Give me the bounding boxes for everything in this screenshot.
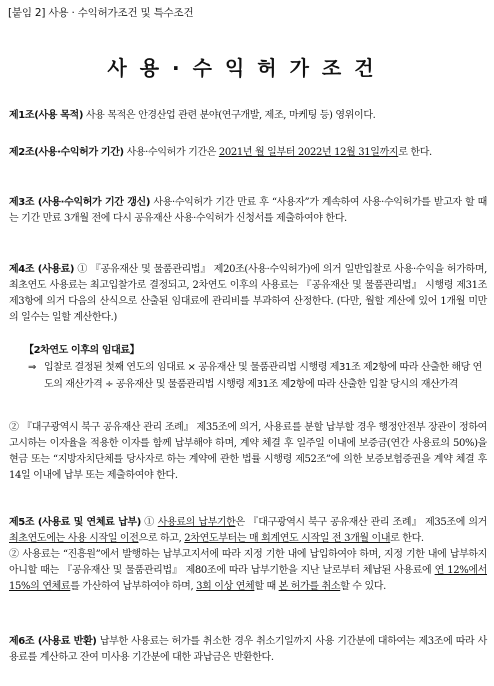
article-5-p2-text-c: 할 때: [254, 581, 279, 592]
article-6-heading: 제6조 (사용료 반환): [9, 636, 97, 647]
rent-formula-text: 입찰로 결정된 첫째 연도의 임대료 × 공유재산 및 물품관리법 시행령 제31조 제2항에 따라 산출한 해당 연도의 재산가격 ÷ 공유재산 및 물품관리법 시행령 제31조 제2항에 따라 산출한 입찰 당시의 재산가격: [44, 362, 482, 390]
article-5-p2-text-d: 할 수 있다.: [340, 581, 386, 592]
article-4-paragraph-2-text: ② 『대구광역시 북구 공유재산 관리 조례』 제35조에 의거, 사용료를 분할 납부할 경우 행정안전부 장관이 정하여 고시하는 이자율을 적용한 이자를 함께 납부해야 하며, 계약 체결 후 일주일 이내에 보증금(연간 사용료의 50%)을 현금 또는 “지방자치단체를 당사자로 하는 계약에 관한 법률 시행령 제52조”에 의한 보증보험증권을 계약 체결 후 14일 이내에 납부 또는 제출하여야 한다.: [9, 422, 487, 481]
article-5-text-c: 으로 하고,: [138, 533, 185, 544]
article-5-p2-text-a: ② 사용료는 “진흥원”에서 발행하는 납부고지서에 따라 지정 기한 내에 납입하여야 하며, 지정 기한 내에 납부하지 아니할 때는 『공유재산 및 물품관리법』 제80조에 따라 납부기한을 지난 날로부터 체납된 사용료에: [9, 549, 487, 576]
article-5-text-a: ①: [140, 517, 158, 528]
attachment-label: [붙임 2] 사용 · 수익허가조건 및 특수조건: [8, 7, 194, 19]
article-6-text: 납부한 사용료는 허가를 취소한 경우 취소기일까지 사용 기간분에 대하여는 제3조에 따라 사용료를 계산하고 잔여 미사용 기간분에 대한 과납금은 반환한다.: [9, 636, 487, 663]
article-5-three-times: 3회 이상 연체: [196, 581, 255, 592]
article-2: [9, 145, 487, 161]
article-2-text: 사용·수익허가 기간은: [123, 147, 219, 158]
article-5-late-fee: 연 12%에서 15%의 연체료: [9, 565, 487, 592]
article-5: [9, 515, 487, 595]
article-3: [9, 195, 487, 227]
article-5-second-year: 2차연도부터는 매 회계연도 시작일 전 3개월 이내: [184, 533, 391, 544]
article-5-text-b: 은 『대구광역시 북구 공유재산 관리 조례』 제35조에 의거: [235, 517, 487, 528]
article-5-heading: 제5조 (사용료 및 연체료 납부): [9, 517, 141, 528]
article-4: [9, 262, 487, 326]
article-2-heading: 제2조(사용·수익허가 기간): [9, 147, 124, 158]
article-1-text: 사용 목적은 안경산업 관련 분야(연구개발, 제조, 마케팅 등) 영위이다.: [83, 110, 376, 121]
article-5-deadline: 사용료의 납부기한: [157, 517, 236, 528]
article-5-text-d: 로 한다.: [390, 533, 424, 544]
article-3-heading: 제3조 (사용·수익허가 기간 갱신): [9, 197, 151, 208]
article-4-paragraph-2: [9, 420, 487, 484]
article-4-text: ① 『공유재산 및 물품관리법』 제20조(사용·수익허가)에 의거 일반입찰로 사용·수익을 허가하며, 최초연도 사용료는 최고입찰가로 결정되고, 2차연도 이후의 사용료는 『공유재산 및 물품관리법』 시행령 제31조 제3항에 의거 다음의 산식으로 산출된 임대료에 관리비를 부과하여 산정한다. (다만, 월할 계산에 있어 1개월 미만의 일수는 일할 계산한다.): [9, 264, 488, 323]
rent-formula-box: [24, 342, 486, 393]
rent-formula-line: [24, 359, 486, 393]
article-1: [9, 108, 487, 124]
article-2-text-end: 로 한다.: [398, 147, 432, 158]
article-2-period: 2021년 월 일부터 2022년 12월 31일까지: [218, 147, 399, 158]
article-1-heading: 제1조(사용 목적): [9, 110, 84, 121]
article-6: [9, 634, 487, 666]
article-4-heading: 제4조 (사용료): [9, 264, 75, 275]
article-5-first-year: 최초연도에는 사용 시작일 이전: [9, 533, 139, 544]
rent-formula-title: 【2차연도 이후의 임대료】: [24, 345, 140, 356]
article-3-text: 사용·수익허가 기간 만료 후 “사용자”가 계속하여 사용·수익허가를 받고자 할 때는 기간 만료 3개월 전에 다시 공유재산 사용·수익허가 신청서를 제출하여야 한다.: [9, 197, 487, 224]
article-5-cancel: 본 허가를 취소: [278, 581, 341, 592]
article-5-p2-text-b: 를 가산하여 납부하여야 하며,: [70, 581, 197, 592]
arrow-icon: ⇒: [28, 362, 36, 373]
document-title: 사용·수익허가조건: [107, 56, 387, 80]
